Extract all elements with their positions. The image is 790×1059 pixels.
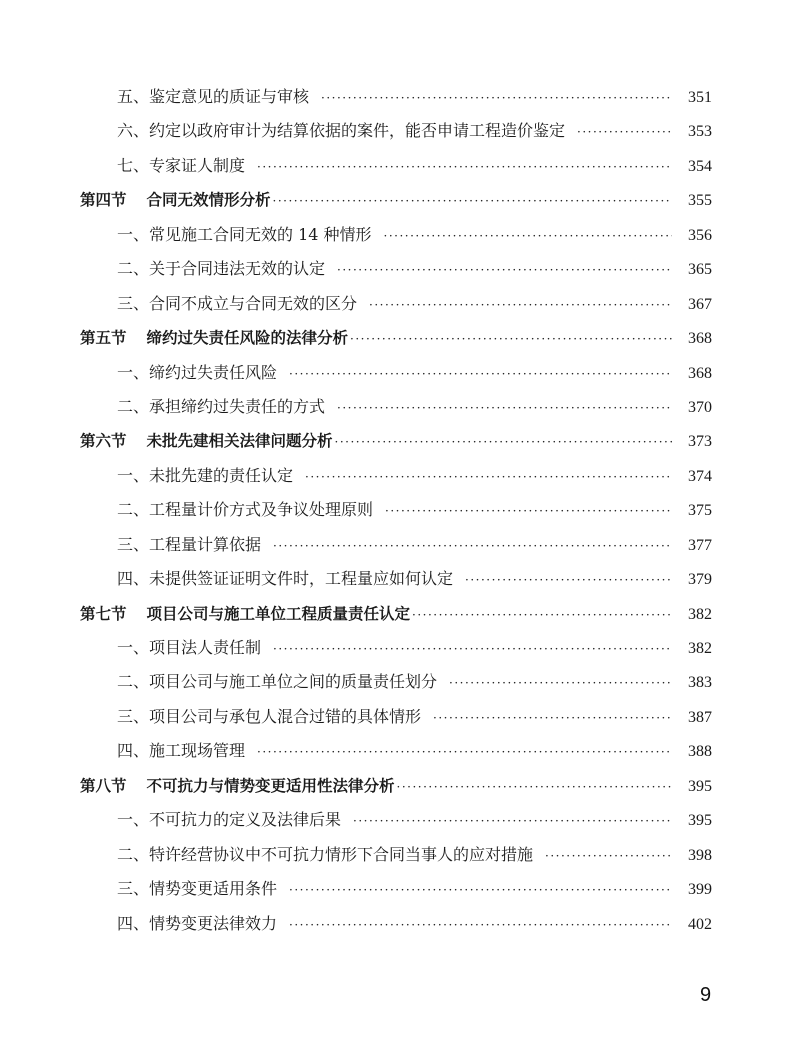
toc-entry-title: 四、未提供签证证明文件时，工程量应如何认定 [117, 569, 454, 589]
toc-entry-title: 六、约定以政府审计为结算依据的案件，能否申请工程造价鉴定 [117, 121, 566, 141]
toc-entry-page: 388 [688, 743, 712, 761]
dot-leader [350, 322, 672, 356]
dot-leader [369, 288, 672, 322]
toc-entry-page: 356 [688, 226, 712, 244]
toc-entry-page: 399 [688, 881, 712, 899]
dot-leader [337, 391, 672, 425]
toc-entry[interactable] [80, 734, 712, 768]
dot-leader [449, 666, 672, 700]
dot-leader [353, 804, 672, 838]
toc-entry-page: 374 [688, 467, 712, 485]
toc-section-title [80, 597, 410, 631]
dot-leader [289, 908, 672, 942]
dot-leader [335, 425, 672, 459]
toc-entry[interactable] [80, 562, 712, 596]
toc-entry-page: 365 [688, 261, 712, 279]
toc-entry-title: 五、鉴定意见的质证与审核 [117, 87, 310, 106]
dot-leader [305, 460, 672, 494]
section-name: 未批先建相关法律问题分析 [146, 432, 333, 451]
section-number: 第四节 [80, 191, 127, 210]
toc-section-heading[interactable] [80, 597, 712, 631]
toc-entry[interactable] [80, 631, 712, 665]
toc-section-title [80, 424, 333, 458]
toc-entry-page: 395 [688, 812, 712, 830]
toc-entry-page: 354 [688, 157, 712, 175]
toc-entry-title: 一、不可抗力的定义及法律后果 [117, 810, 342, 830]
toc-section-title [80, 769, 395, 803]
toc-entry-title: 四、施工现场管理 [117, 741, 246, 761]
toc-entry-title: 一、常见施工合同无效的 14 种情形 [117, 224, 372, 244]
toc-entry-page: 383 [688, 674, 712, 692]
dot-leader [465, 563, 672, 597]
section-number: 第七节 [80, 604, 127, 623]
dot-leader [289, 357, 672, 391]
toc-entry-title: 四、情势变更法律效力 [117, 913, 278, 933]
toc-entry[interactable] [80, 838, 712, 872]
dot-leader [337, 253, 672, 287]
dot-leader [433, 701, 672, 735]
dot-leader [412, 598, 672, 632]
section-name: 缔约过失责任风险的法律分析 [146, 329, 349, 348]
toc-entry-page: 368 [688, 364, 712, 382]
toc-entry-page: 387 [688, 708, 712, 726]
dot-leader [273, 632, 672, 666]
dot-leader [384, 219, 672, 253]
dot-leader [289, 873, 672, 907]
toc-entry-page: 377 [688, 536, 712, 554]
toc-entry-page: 402 [688, 915, 712, 933]
toc-entry-page: 370 [688, 398, 712, 416]
toc-entry-title: 三、工程量计算依据 [117, 534, 262, 554]
toc-entry[interactable] [80, 218, 712, 252]
toc-entry[interactable] [80, 149, 712, 183]
section-number: 第五节 [80, 329, 127, 348]
toc-entry-title: 二、特许经营协议中不可抗力情形下合同当事人的应对措施 [117, 844, 534, 864]
toc-entry[interactable] [80, 390, 712, 424]
toc-entry-title: 一、项目法人责任制 [117, 638, 262, 657]
toc-entry-title: 一、缔约过失责任风险 [117, 362, 278, 382]
section-number: 第八节 [80, 776, 127, 795]
toc-entry-page: 373 [688, 433, 712, 451]
toc-entry-page: 355 [688, 192, 712, 210]
toc-entry-title: 一、未批先建的责任认定 [117, 465, 294, 485]
toc-entry[interactable] [80, 287, 712, 321]
dot-leader [397, 770, 672, 804]
toc-entry-page: 398 [688, 846, 712, 864]
toc-entry-page: 382 [688, 605, 712, 623]
toc-entry[interactable] [80, 700, 712, 734]
dot-leader [577, 115, 672, 149]
toc-entry-title: 二、项目公司与施工单位之间的质量责任划分 [117, 672, 438, 692]
toc-entry-page: 375 [688, 502, 712, 520]
toc-section-title [80, 183, 271, 217]
toc-entry-title: 二、工程量计价方式及争议处理原则 [117, 500, 374, 520]
toc-entry-page: 395 [688, 777, 712, 795]
page-number: 9 [700, 984, 712, 1006]
toc-entry[interactable] [80, 493, 712, 527]
dot-leader [273, 529, 672, 563]
toc-entry[interactable] [80, 356, 712, 390]
toc-entry-title: 三、情势变更适用条件 [117, 879, 278, 899]
dot-leader [321, 81, 672, 115]
toc-entry-title: 二、承担缔约过失责任的方式 [117, 396, 326, 416]
toc-entry-page: 367 [688, 295, 712, 313]
toc-section-heading[interactable] [80, 321, 712, 355]
toc-entry-page: 353 [688, 123, 712, 141]
toc-section-title [80, 321, 348, 355]
toc-entry[interactable] [80, 459, 712, 493]
toc-section-heading[interactable] [80, 183, 712, 217]
dot-leader [545, 839, 672, 873]
toc-entry[interactable] [80, 252, 712, 286]
toc-section-heading[interactable] [80, 769, 712, 803]
toc-entry-title: 二、关于合同违法无效的认定 [117, 259, 326, 279]
dot-leader [257, 735, 672, 769]
dot-leader [385, 494, 672, 528]
toc-entry-title: 三、项目公司与承包人混合过错的具体情形 [117, 706, 422, 726]
toc-entry-page: 382 [688, 640, 712, 657]
toc-entry[interactable] [80, 114, 712, 148]
dot-leader [257, 150, 672, 184]
section-name: 合同无效情形分析 [146, 191, 271, 210]
toc-entry[interactable] [80, 665, 712, 699]
toc-entry[interactable] [80, 803, 712, 837]
table-of-contents [80, 80, 712, 941]
toc-entry[interactable] [80, 872, 712, 906]
dot-leader [273, 184, 672, 218]
toc-entry[interactable] [80, 528, 712, 562]
toc-entry[interactable] [80, 907, 712, 941]
toc-section-heading[interactable] [80, 424, 712, 458]
toc-entry-title: 七、专家证人制度 [117, 155, 246, 175]
toc-entry-title: 三、合同不成立与合同无效的区分 [117, 293, 358, 313]
section-number: 第六节 [80, 432, 127, 451]
toc-entry-page: 379 [688, 571, 712, 589]
section-name: 不可抗力与情势变更适用性法律分析 [146, 776, 395, 795]
toc-entry[interactable] [80, 80, 712, 114]
toc-entry-page: 368 [688, 330, 712, 348]
section-name: 项目公司与施工单位工程质量责任认定 [146, 604, 411, 623]
toc-entry-page: 351 [688, 89, 712, 106]
